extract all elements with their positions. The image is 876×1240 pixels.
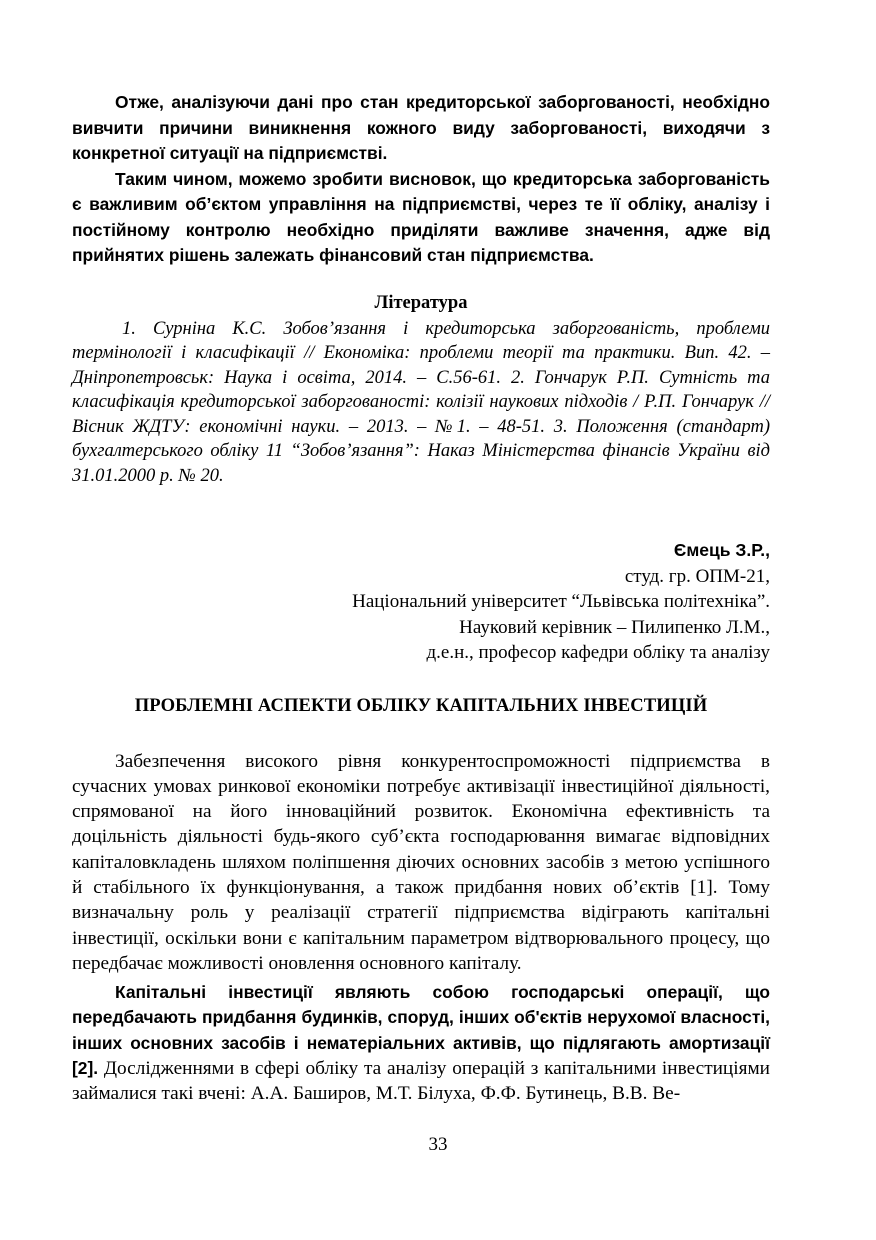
intro-paragraph-1: Отже, аналізуючи дані про стан кредиторської заборгованості, необхідно вивчити причини виникнення кожного виду заборгованості, виходячи з конкретної ситуації на підприємстві. <box>72 92 770 163</box>
author-university: Національний університет “Львівська політехніка”. <box>352 591 770 612</box>
author-supervisor: Науковий керівник – Пилипенко Л.М., <box>459 616 770 638</box>
page-number: 33 <box>428 1134 448 1155</box>
author-supervisor-title: д.е.н., професор кафедри обліку та аналізу <box>426 642 770 663</box>
author-name: Ємець З.Р., <box>673 540 770 560</box>
article-paragraph-2 <box>72 980 770 1106</box>
article-paragraph-2-bold: Капітальні інвестиції являють собою господарські операції, що передбачають придбання будинків, споруд, інших об'єктів нерухомої власності, інших основних засобів і нематеріальних активів, що підлягають амортизації [2]. <box>72 982 770 1079</box>
literature-list: 1. Сурніна К.С. Зобов’язання і кредиторська заборгованість, проблеми термінології і класифікації // Економіка: проблеми теорії та практики. Вип. 42. – Дніпропетровськ: Наука і освіта, 2014. – С.56-61. 2. Гончарук Р.П. Сутність та класифікація кредиторської заборгованості: колізії наукових підходів / Р.П. Гончарук // Вісник ЖДТУ: економічні науки. – 2013. – №1. – 48-51. 3. Положення (стандарт) бухгалтерського обліку 11 “Зобов’язання”: Наказ Міністерства фінансів України від 31.01.2000 р. № 20. <box>72 318 770 486</box>
article-title: ПРОБЛЕМНІ АСПЕКТИ ОБЛІКУ КАПІТАЛЬНИХ ІНВЕСТИЦІЙ <box>134 694 708 716</box>
author-group: студ. гр. ОПМ-21, <box>624 565 770 587</box>
intro-section <box>72 90 770 269</box>
literature-title: Література <box>374 292 468 313</box>
author-block <box>72 538 770 666</box>
article-paragraph-1: Забезпечення високого рівня конкурентоспроможності підприємства в сучасних умовах ринкової економіки потребує активізації інвестиційної діяльності, спрямованої на його інноваційний розвиток. Економічна ефективність та доцільність діяльності будь-якого суб’єкта господарювання вимагає відповідних капіталовкладень шляхом поліпшення діючих основних засобів з метою успішного й стабільного їх функціонування, а також придбання нових об’єктів [1]. Тому визначальну роль у реалізації стратегії підприємства відіграють капітальні інвестиції, оскільки вони є капітальним параметром відтворювального процесу, що передбачає можливості оновлення основного капіталу. <box>72 750 770 974</box>
intro-paragraph-2: Таким чином, можемо зробити висновок, що кредиторська заборгованість є важливим об’єктом управління на підприємстві, через те її обліку, аналізу і постійному контролю необхідно приділяти важливе значення, адже від прийнятих рішень залежать фінансовий стан підприємства. <box>72 168 770 265</box>
page-content <box>72 90 770 1107</box>
article-paragraph-2-rest: Дослідженнями в сфері обліку та аналізу операцій з капітальними інвестиціями займалися такі вчені: А.А. Баширов, М.Т. Білуха, Ф.Ф. Бутинець, В.В. Ве- <box>72 1058 770 1105</box>
article-body <box>72 749 770 1107</box>
